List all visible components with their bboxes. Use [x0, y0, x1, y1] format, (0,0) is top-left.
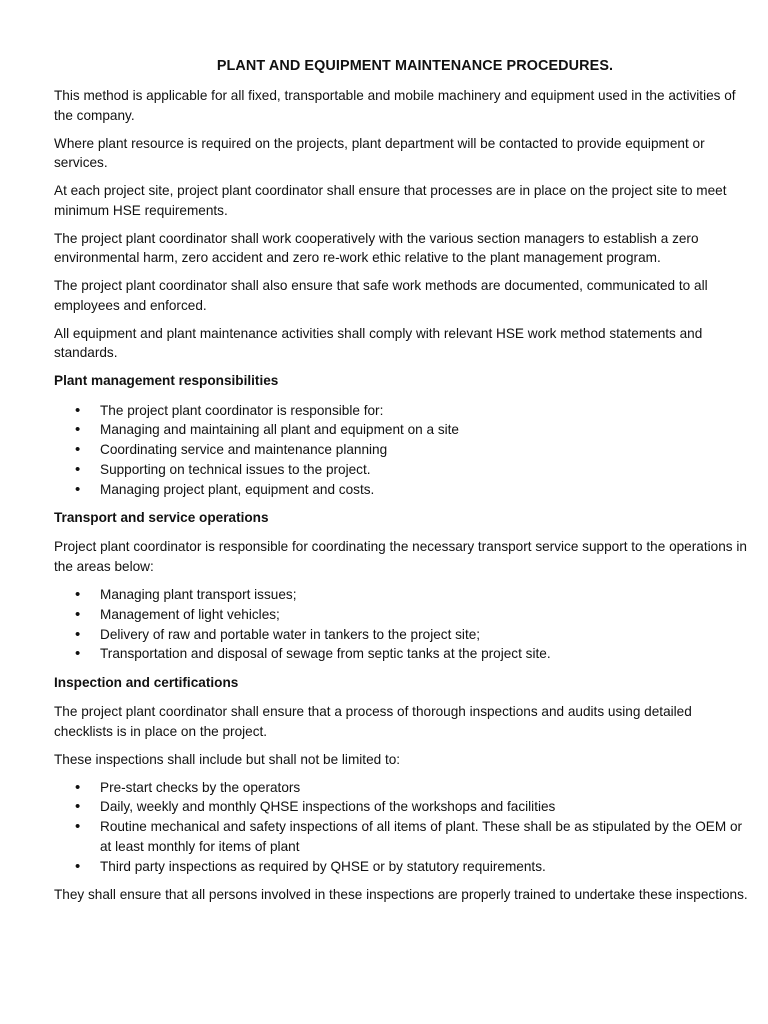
paragraph-compliance: All equipment and plant maintenance activities shall comply with relevant HSE work method statements and standards.: [54, 325, 703, 360]
list-item: • Daily, weekly and monthly QHSE inspections of the workshops and facilities: [54, 797, 752, 817]
transport-list: [54, 585, 752, 664]
paragraph-inspection-include: These inspections shall include but shall not be limited to:: [54, 751, 401, 767]
paragraph-inspection-closing: They shall ensure that all persons involved in these inspections are properly trained to undertake these inspections.: [54, 887, 748, 903]
list-item: • Coordinating service and maintenance planning: [54, 440, 752, 460]
section-heading-transport: Transport and service operations: [54, 509, 269, 525]
paragraph-project-site: At each project site, project plant coordinator shall ensure that processes are in place on the project site to meet minimum HSE requirements.: [54, 183, 727, 218]
section-heading-plant-management: Plant management responsibilities: [54, 373, 279, 388]
paragraph-applicability: This method is applicable for all fixed, transportable and mobile machinery and equipment used in the activities of the company.: [54, 88, 736, 123]
list-item: • Supporting on technical issues to the project.: [54, 460, 752, 480]
document-title: PLANT AND EQUIPMENT MAINTENANCE PROCEDURES.: [216, 58, 614, 74]
list-item: • Management of light vehicles;: [54, 605, 752, 625]
paragraph-plant-resource: Where plant resource is required on the projects, plant department will be contacted to provide equipment or services.: [54, 135, 705, 170]
list-item: • Third party inspections as required by QHSE or by statutory requirements.: [54, 857, 752, 877]
inspection-list: [54, 778, 752, 877]
list-item: • Managing project plant, equipment and costs.: [54, 480, 752, 500]
list-item: • Managing and maintaining all plant and equipment on a site: [54, 420, 752, 440]
section-heading-inspection: Inspection and certifications: [54, 674, 239, 690]
list-item: • Delivery of raw and portable water in tankers to the project site;: [54, 625, 752, 645]
plant-management-list: [54, 401, 752, 500]
list-item: • Transportation and disposal of sewage from septic tanks at the project site.: [54, 644, 752, 664]
paragraph-transport-intro: Project plant coordinator is responsible for coordinating the necessary transport service support to the operations in the areas below:: [54, 539, 747, 574]
list-item: • Pre-start checks by the operators: [54, 778, 752, 798]
list-item: • Managing plant transport issues;: [54, 585, 752, 605]
paragraph-inspection-intro: The project plant coordinator shall ensure that a process of thorough inspections and audits using detailed checklists is in place on the project.: [54, 704, 692, 739]
paragraph-cooperation: The project plant coordinator shall work cooperatively with the various section managers to establish a zero environmental harm, zero accident and zero re-work ethic relative to the plant management program.: [54, 230, 699, 265]
list-item: • The project plant coordinator is responsible for:: [54, 401, 752, 421]
paragraph-safe-work-methods: The project plant coordinator shall also ensure that safe work methods are documented, communicated to all employees and enforced.: [54, 278, 708, 313]
list-item: • Routine mechanical and safety inspections of all items of plant. These shall be as stipulated by the OEM or at least monthly for items of plant: [54, 817, 752, 857]
